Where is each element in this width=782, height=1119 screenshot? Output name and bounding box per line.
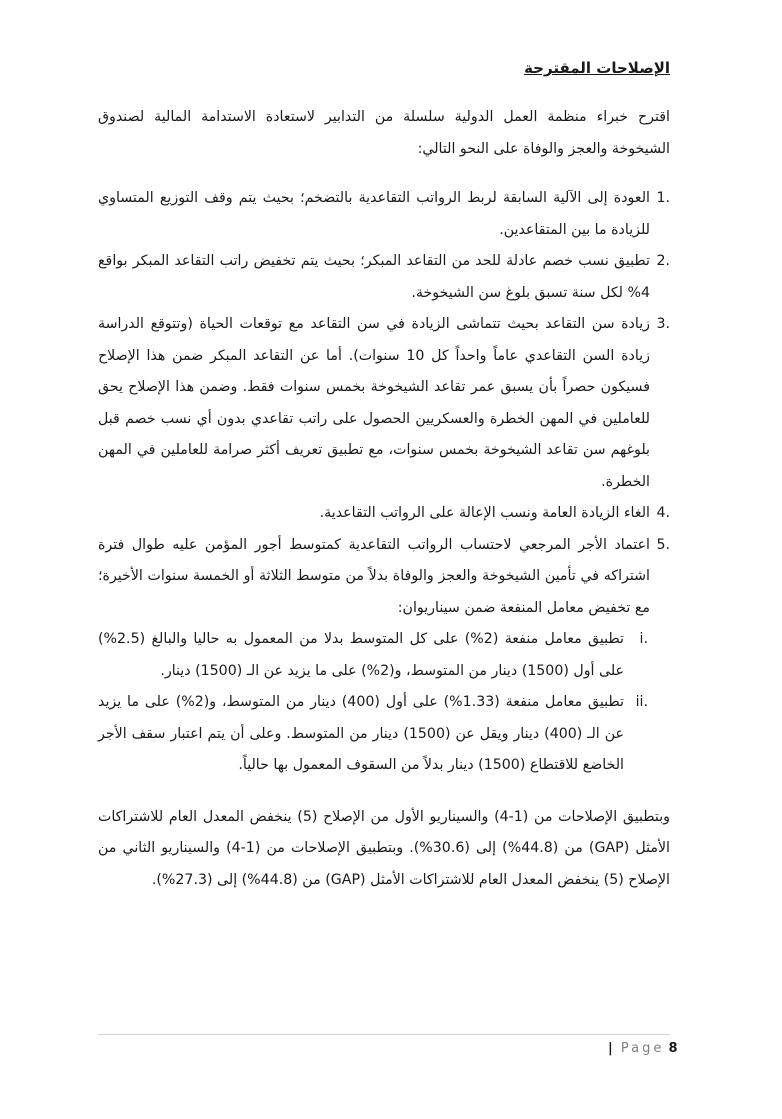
intro-paragraph: اقترح خبراء منظمة العمل الدولية سلسلة من التدابير لاستعادة الاستدامة المالية لصندوق الشيخوخة والعجز والوفاة على النحو التالي:	[98, 109, 670, 157]
list-item	[98, 246, 670, 309]
sub-item-text: تطبيق معامل منفعة (1.33%) على أول (400) دينار من المتوسط، و(2%) على ما يزيد عن الـ (400) دينار ويقل عن (1500) دينار من المتوسط. وعلى أن يتم اعتبار سقف الأجر الخاضع للاقتطاع (1500) دينار بدلاً من السقوف المعمول بها حالياً.	[98, 694, 624, 773]
item-number: .5	[656, 536, 670, 553]
page-footer	[608, 1041, 678, 1056]
closing-paragraph: وبتطبيق الإصلاحات من (1-4) والسيناريو الأول من الإصلاح (5) ينخفض المعدل العام للاشتراكات الأمثل (GAP) من (44.8%) إلى (30.6%). وبتطبيق الإصلاحات من (1-4) والسيناريو الثاني من الإصلاح (5) ينخفض المعدل العام للاشتراكات الأمثل (GAP) من (44.8%) إلى (27.3%).	[98, 808, 671, 888]
page-label: Page	[620, 1041, 665, 1056]
list-item	[98, 309, 670, 498]
sub-list-item	[98, 687, 650, 782]
item-text: العودة إلى الآلية السابقة لربط الرواتب التقاعدية بالتضخم؛ بحيث يتم وقف التوزيع المتساوي للزيادة ما بين المتقاعدين.	[98, 190, 650, 238]
item-number: .4	[656, 505, 670, 521]
footer-divider	[98, 1034, 670, 1035]
item-number: .1	[656, 190, 670, 206]
footer-separator: |	[608, 1041, 613, 1056]
page-number: 8	[668, 1041, 678, 1056]
section-title: الإصلاحات المقترحة	[524, 59, 670, 77]
item-text: تطبيق نسب خصم عادلة للحد من التقاعد المبكر؛ بحيث يتم تخفيض راتب التقاعد المبكر بواقع 4% لكل سنة تسبق بلوغ سن الشيخوخة.	[98, 253, 650, 301]
item-text: الغاء الزيادة العامة ونسب الإعالة على الرواتب التقاعدية.	[319, 505, 650, 521]
item-text: زيادة سن التقاعد بحيث تتماشى الزيادة في سن التقاعد مع توقعات الحياة (وتتوقع الدراسة زيادة السن التقاعدي عاماً واحداً كل 10 سنوات). أما عن التقاعد المبكر ضمن هذا الإصلاح فسيكون حصراً بأن يسبق عمر تقاعد الشيخوخة بخمس سنوات فقط. وضمن هذا الإصلاح يحق للعاملين في المهن الخطرة والعسكريين الحصول على راتب تقاعدي بدون أي نسب خصم قبل بلوغهم سن تقاعد الشيخوخة بخمس سنوات، مع تطبيق تعريف أكثر صرامة للعاملين في المهن الخطرة.	[98, 316, 650, 490]
sub-item-text: تطبيق معامل منفعة (2%) على كل المتوسط بدلا من المعمول به حاليا والبالغ (2.5%) على أول (1500) دينار من المتوسط، و(2%) على ما يزيد عن الـ (1500) دينار.	[98, 631, 624, 679]
reforms-list	[98, 183, 670, 782]
sub-list-item	[98, 624, 650, 687]
list-item	[98, 183, 670, 246]
sub-item-number: .i	[639, 631, 648, 647]
list-item	[98, 530, 670, 782]
item-text: اعتماد الأجر المرجعي لاحتساب الرواتب التقاعدية كمتوسط أجور المؤمن عليه طوال فترة اشتراكه في تأمين الشيخوخة والعجز والوفاة بدلاً من متوسط الثلاثة أو الخمسة سنوات الأخيرة؛ مع تخفيض معامل المنفعة ضمن سيناريوان:	[98, 536, 650, 616]
document-body	[98, 56, 670, 896]
sub-item-number: .ii	[635, 694, 648, 710]
item-number: .3	[656, 316, 670, 332]
list-item	[98, 498, 670, 530]
item-number: .2	[656, 253, 670, 269]
scenario-list	[98, 624, 650, 782]
